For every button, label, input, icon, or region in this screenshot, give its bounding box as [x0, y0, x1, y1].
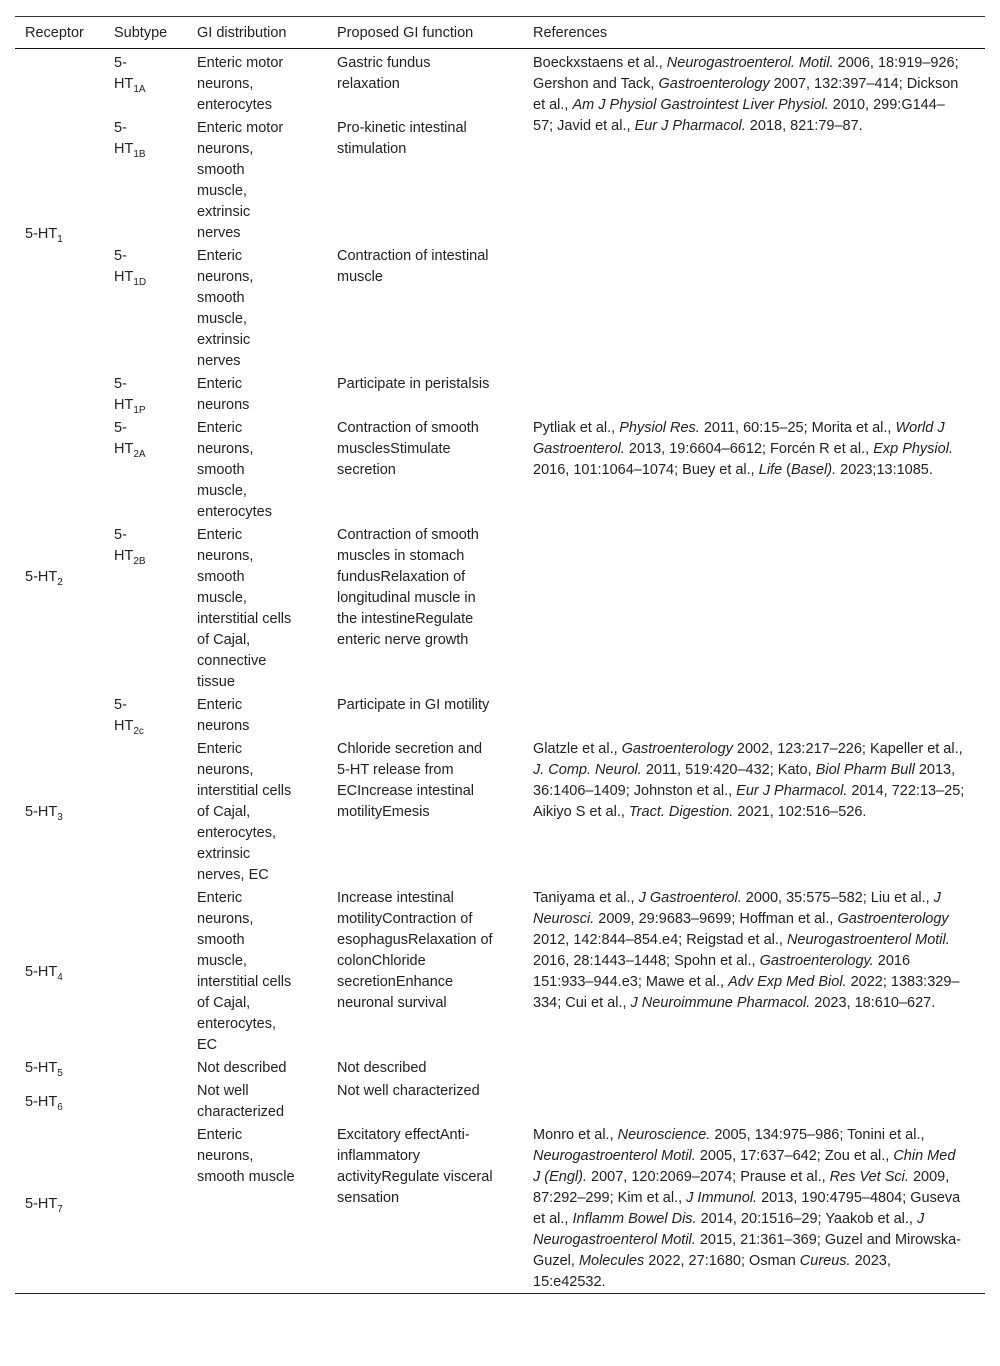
- references-cell: [523, 49, 985, 417]
- gi-function-cell: Increase intestinal motilityContraction of esophagusRelaxation of colonChloride secretionEnhance neuronal survival: [337, 890, 493, 1011]
- gi-distribution-cell: Enteric neurons, smooth muscle, interstitial cells of Cajal, connective tissue: [197, 527, 292, 690]
- label-base: 5-HT: [114, 120, 134, 157]
- table-row: [15, 49, 985, 117]
- label-subscript: 1P: [133, 405, 146, 416]
- references-cell: [523, 1079, 985, 1123]
- reference-text: Pytliak et al.,: [533, 420, 620, 436]
- journal-name: Cureus.: [799, 1253, 851, 1269]
- subtype-cell: [104, 372, 187, 416]
- label-base: 5-HT: [114, 248, 134, 285]
- gi-distribution-cell: Enteric motor neurons, smooth muscle, extrinsic nerves: [197, 120, 284, 241]
- gi-function-cell: Contraction of smooth musclesStimulate secretion: [337, 420, 479, 478]
- reference-text: 2023, 15:e42532.: [533, 1253, 891, 1290]
- journal-name: Tract. Digestion.: [628, 804, 734, 820]
- journal-name: J Gastroenterol.: [638, 890, 742, 906]
- reference-text: 2018, 821:79–87.: [745, 118, 863, 134]
- reference-text: 2009, 29:9683–9699; Hoffman et al.,: [594, 911, 838, 927]
- header-gi-function: Proposed GI function: [337, 25, 474, 41]
- subtype-cell: [104, 693, 187, 737]
- receptor-table: [15, 16, 985, 1294]
- gi-distribution-cell: Enteric neurons, smooth muscle, enterocytes: [197, 420, 272, 520]
- reference-text: 2002, 123:217–226; Kapeller et al.,: [732, 741, 963, 757]
- references-cell: [523, 416, 985, 737]
- subtype-cell: [104, 1123, 187, 1294]
- journal-name: Am J Physiol Gastrointest Liver Physiol.: [572, 97, 829, 113]
- gi-distribution-cell: Enteric neurons, smooth muscle, interstitial cells of Cajal, enterocytes, EC: [197, 890, 292, 1053]
- reference-text: 2014, 20:1516–29; Yaakob et al.,: [696, 1211, 917, 1227]
- gi-distribution-cell: Enteric neurons: [197, 697, 250, 734]
- gi-distribution-cell: Enteric motor neurons, enterocytes: [197, 55, 284, 113]
- reference-text: 2005, 134:975–986; Tonini et al.,: [710, 1127, 925, 1143]
- reference-text: 2012, 142:844–854.e4; Reigstad et al.,: [533, 932, 787, 948]
- gi-function-cell: Contraction of smooth muscles in stomach fundusRelaxation of longitudinal muscle in the intestineRegulate enteric nerve growth: [337, 527, 479, 648]
- gi-function-cell: Gastric fundus relaxation: [337, 55, 431, 92]
- gi-function-cell: Pro-kinetic intestinal stimulation: [337, 120, 467, 157]
- reference-text: 2005, 17:637–642; Zou et al.,: [695, 1148, 894, 1164]
- label-base: 5-HT: [114, 697, 134, 734]
- reference-text: 2022; 1383:329–334; Cui et al.,: [533, 974, 960, 1011]
- reference-text: 2009, 87:292–299; Kim et al.,: [533, 1169, 950, 1206]
- label-subscript: 5: [57, 1068, 63, 1079]
- receptor-cell: [15, 1079, 104, 1123]
- table-row: [15, 1123, 985, 1294]
- receptor-cell: [15, 886, 104, 1056]
- journal-name: Neurogastroenterol. Motil.: [666, 55, 834, 71]
- subtype-cell: [104, 244, 187, 372]
- reference-text: 2010, 299:G144–57; Javid et al.,: [533, 97, 945, 134]
- journal-name: Inflamm Bowel Dis.: [572, 1211, 697, 1227]
- receptor-cell: [15, 49, 104, 417]
- table-row: [15, 1079, 985, 1123]
- journal-name: Life: [758, 462, 783, 478]
- journal-name: World J Gastroenterol.: [533, 420, 945, 457]
- journal-name: J Neurogastroenterol Motil.: [533, 1211, 925, 1248]
- journal-name: J. Comp. Neurol.: [533, 762, 642, 778]
- reference-text: 2022, 27:1680; Osman: [644, 1253, 800, 1269]
- subtype-cell: [104, 416, 187, 523]
- label-subscript: 7: [57, 1203, 63, 1215]
- reference-text: 2013, 19:6604–6612; Forcén R et al.,: [624, 441, 874, 457]
- reference-text: (: [782, 462, 791, 478]
- references-cell: [523, 737, 985, 886]
- journal-name: Chin Med J (Engl).: [533, 1148, 956, 1185]
- gi-distribution-cell: Enteric neurons: [197, 376, 250, 413]
- label-subscript: 1: [57, 234, 63, 245]
- reference-text: 2007, 132:397–414; Dickson et al.,: [533, 76, 959, 113]
- gi-function-cell: Not described: [337, 1060, 427, 1076]
- label-base: 5-HT: [114, 55, 134, 92]
- gi-distribution-cell: Enteric neurons, interstitial cells of Cajal, enterocytes, extrinsic nerves, EC: [197, 741, 292, 883]
- label-subscript: 1D: [133, 277, 147, 288]
- label-base: 5-HT: [25, 569, 58, 585]
- header-subtype: Subtype: [114, 25, 168, 41]
- journal-name: J Immunol.: [686, 1190, 758, 1206]
- label-subscript: 2: [57, 577, 63, 588]
- label-subscript: 2c: [133, 726, 144, 737]
- reference-text: 2023, 18:610–627.: [810, 995, 936, 1011]
- subtype-cell: [104, 1079, 187, 1123]
- journal-name: Gastroenterology: [621, 741, 733, 757]
- label-subscript: 3: [57, 812, 63, 823]
- label-base: 5-HT: [25, 226, 58, 242]
- journal-name: Neuroscience.: [617, 1127, 711, 1143]
- reference-text: 2006, 18:919–926; Gershon and Tack,: [533, 55, 959, 92]
- journal-name: J Neurosci.: [533, 890, 941, 927]
- gi-distribution-cell: Enteric neurons, smooth muscle, extrinsic nerves: [197, 248, 254, 369]
- subtype-cell: [104, 523, 187, 693]
- reference-text: 2014, 722:13–25; Aikiyo S et al.,: [533, 783, 965, 820]
- journal-name: Eur J Pharmacol.: [736, 783, 848, 799]
- journal-name: Biol Pharm Bull: [815, 762, 915, 778]
- gi-distribution-cell: Not well characterized: [197, 1083, 285, 1120]
- header-references: References: [533, 25, 608, 41]
- gi-function-cell: Excitatory effectAnti-inflammatory activityRegulate visceral sensation: [337, 1127, 493, 1206]
- journal-name: Physiol Res.: [619, 420, 700, 436]
- reference-text: Monro et al.,: [533, 1127, 618, 1143]
- reference-text: 2011, 60:15–25; Morita et al.,: [699, 420, 896, 436]
- reference-text: 2023;13:1085.: [836, 462, 933, 478]
- reference-text: 2011, 519:420–432; Kato,: [641, 762, 816, 778]
- references-cell: [523, 1056, 985, 1079]
- label-base: 5-HT: [25, 963, 58, 980]
- gi-function-cell: Contraction of intestinal muscle: [337, 248, 489, 285]
- label-base: 5-HT: [25, 1195, 58, 1212]
- gi-function-cell: Not well characterized: [337, 1083, 480, 1099]
- reference-text: Boeckxstaens et al.,: [533, 55, 667, 71]
- label-base: 5-HT: [25, 1060, 58, 1076]
- journal-name: J Neuroimmune Pharmacol.: [630, 995, 811, 1011]
- label-subscript: 2A: [133, 449, 146, 460]
- journal-name: Neurogastroenterol Motil.: [533, 1148, 696, 1164]
- journal-name: Molecules: [578, 1253, 645, 1269]
- reference-text: 2016, 101:1064–1074; Buey et al.,: [533, 462, 759, 478]
- receptor-cell: [15, 1123, 104, 1294]
- gi-function-cell: Participate in peristalsis: [337, 376, 490, 392]
- journal-name: Gastroenterology: [837, 911, 949, 927]
- reference-text: 2016 151:933–944.e3; Mawe et al.,: [533, 953, 911, 990]
- receptor-cell: [15, 737, 104, 886]
- label-subscript: 1A: [133, 84, 146, 95]
- label-subscript: 1B: [133, 149, 146, 160]
- journal-name: Gastroenterology: [658, 76, 770, 92]
- references-cell: [523, 886, 985, 1056]
- journal-name: Neurogastroenterol Motil.: [786, 932, 950, 948]
- reference-text: 2013, 36:1406–1409; Johnston et al.,: [533, 762, 956, 799]
- journal-name: Gastroenterology.: [759, 953, 874, 969]
- table-row: [15, 737, 985, 886]
- journal-name: Exp Physiol.: [873, 441, 953, 457]
- table-row: [15, 1056, 985, 1079]
- subtype-cell: [104, 737, 187, 886]
- reference-text: 2007, 120:2069–2074; Prause et al.,: [587, 1169, 830, 1185]
- journal-name: Basel).: [791, 462, 837, 478]
- gi-function-cell: Participate in GI motility: [337, 697, 490, 713]
- references-cell: [523, 1123, 985, 1294]
- header-row: [15, 17, 985, 49]
- label-subscript: 6: [57, 1101, 63, 1113]
- label-base: 5-HT: [25, 1093, 58, 1110]
- table-row: [15, 416, 985, 523]
- subtype-cell: [104, 49, 187, 117]
- reference-text: 2016, 28:1443–1448; Spohn et al.,: [533, 953, 760, 969]
- receptor-cell: [15, 1056, 104, 1079]
- reference-text: 2021, 102:516–526.: [733, 804, 867, 820]
- label-base: 5-HT: [114, 420, 134, 457]
- reference-text: 2000, 35:575–582; Liu et al.,: [741, 890, 934, 906]
- gi-function-cell: Chloride secretion and 5-HT release from ECIncrease intestinal motilityEmesis: [337, 741, 483, 820]
- reference-text: 2013, 190:4795–4804; Guseva et al.,: [533, 1190, 961, 1227]
- subtype-cell: [104, 1056, 187, 1079]
- label-base: 5-HT: [114, 376, 134, 413]
- reference-text: Glatzle et al.,: [533, 741, 622, 757]
- label-subscript: 2B: [133, 556, 146, 567]
- journal-name: Res Vet Sci.: [829, 1169, 909, 1185]
- journal-name: Adv Exp Med Biol.: [728, 974, 847, 990]
- label-subscript: 4: [57, 971, 63, 983]
- label-base: 5-HT: [114, 527, 134, 564]
- subtype-cell: [104, 116, 187, 244]
- label-base: 5-HT: [25, 804, 58, 820]
- header-receptor: Receptor: [25, 25, 84, 41]
- gi-distribution-cell: Not described: [197, 1060, 287, 1076]
- reference-text: 2015, 21:361–369; Guzel and Mirowska-Guzel,: [533, 1232, 962, 1269]
- journal-name: Eur J Pharmacol.: [634, 118, 746, 134]
- receptor-cell: [15, 416, 104, 737]
- header-gi-distribution: GI distribution: [197, 25, 287, 41]
- subtype-cell: [104, 886, 187, 1056]
- gi-distribution-cell: Enteric neurons, smooth muscle: [197, 1127, 295, 1185]
- reference-text: Taniyama et al.,: [533, 890, 639, 906]
- table-row: [15, 886, 985, 1056]
